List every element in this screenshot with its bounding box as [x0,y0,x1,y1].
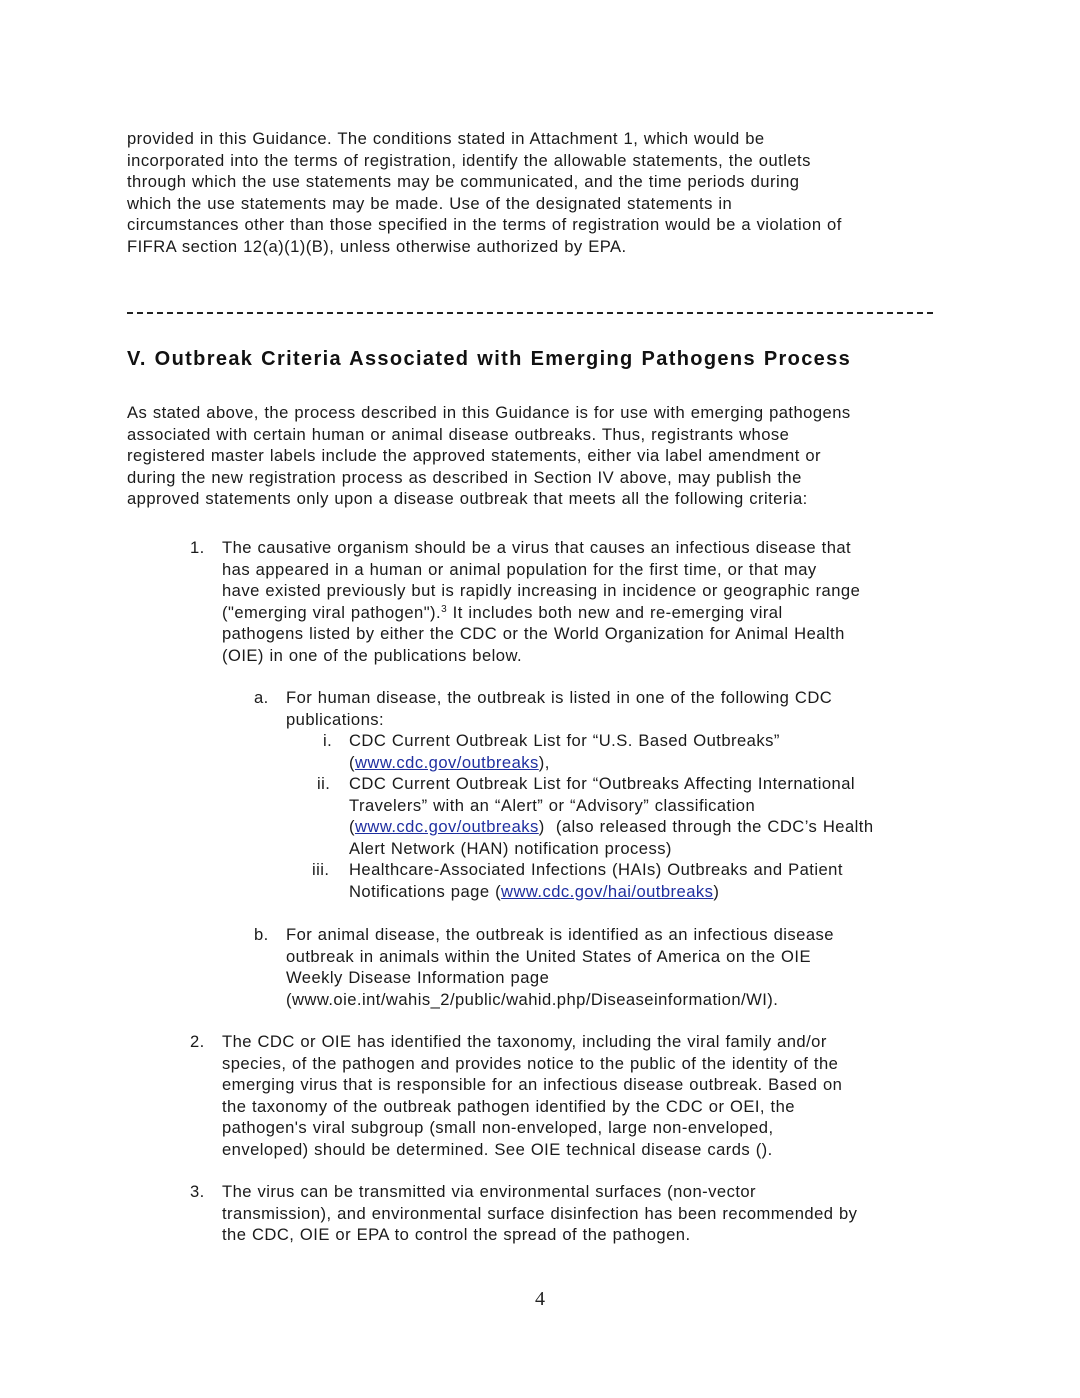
text-line: species, of the pathogen and provides notice to the public of the identity of the [222,1053,839,1073]
text-fragment: ( [349,817,355,836]
roman-numeral: iii. [312,860,330,879]
subcriterion-a [286,687,832,730]
publication-item-i [349,730,780,773]
text-line: enveloped) should be determined. See OIE technical disease cards (). [222,1139,773,1159]
text-line: emerging virus that is responsible for an infectious disease outbreak. Based on [222,1075,843,1094]
text-line: outbreak in animals within the United States of America on the OIE [286,946,811,966]
text-line: approved statements only upon a disease outbreak that meets all the following criteria: [127,489,808,508]
text-fragment: ( [349,752,355,772]
intro-paragraph [127,128,842,257]
text-line: pathogen's viral subgroup (small non-enveloped, large non-enveloped, [222,1118,774,1137]
text-line: FIFRA section 12(a)(1)(B), unless otherwise authorized by EPA. [127,236,627,256]
text-line: As stated above, the process described in this Guidance is for use with emerging pathogens [127,403,851,422]
text-line: which the use statements may be made. Use of the designated statements in [127,193,733,213]
cdc-outbreaks-link[interactable]: www.cdc.gov/outbreaks [354,752,539,772]
text-line: publications: [286,709,385,729]
text-line [222,602,860,624]
text-line: CDC Current Outbreak List for “U.S. Based Outbreaks” [349,731,780,750]
text-fragment: ("emerging viral pathogen"). [222,602,442,622]
text-fragment: ) [713,881,720,901]
footnote-marker[interactable]: 3 [441,603,448,615]
text-line: pathogens listed by either the CDC or the World Organization for Animal Health [222,624,845,643]
text-line [349,752,780,774]
list-number: 2. [190,1032,205,1051]
section-divider [127,312,933,314]
text-line: Weekly Disease Information page [286,968,550,987]
text-line [349,881,843,903]
text-line: For human disease, the outbreak is listed in one of the following CDC [286,688,833,707]
text-line: The causative organism should be a virus that causes an infectious disease that [222,538,852,557]
text-line: Healthcare-Associated Infections (HAIs) Outbreaks and Patient [349,860,843,879]
subcriterion-b [286,924,834,1010]
page-number: 4 [535,1288,545,1310]
text-line: The CDC or OIE has identified the taxonomy, including the viral family and/or [222,1032,827,1051]
sublist-letter: b. [254,925,269,944]
roman-numeral: ii. [317,774,331,793]
text-fragment: It includes both new and re-emerging viral [447,602,783,622]
text-line: registered master labels include the approved statements, either via label amendment or [127,446,822,465]
roman-numeral: i. [323,731,333,750]
text-line: has appeared in a human or animal population for the first time, or that may [222,559,817,579]
text-line: Travelers” with an “Alert” or “Advisory” classification [349,795,756,815]
criterion-text [222,1181,857,1246]
text-fragment: ), [538,752,550,772]
text-line: provided in this Guidance. The conditions stated in Attachment 1, which would be [127,129,765,148]
text-line: For animal disease, the outbreak is identified as an infectious disease [286,925,834,944]
text-line [349,816,874,838]
text-line: through which the use statements may be communicated, and the time periods during [127,172,800,191]
text-line: the CDC, OIE or EPA to control the spread of the pathogen. [222,1225,691,1244]
text-line: incorporated into the terms of registration, identify the allowable statements, the outlets [127,150,811,170]
text-line: during the new registration process as described in Section IV above, may publish the [127,467,802,487]
criterion-text [222,537,860,666]
list-number: 3. [190,1182,205,1201]
text-line: (www.oie.int/wahis_2/public/wahid.php/Diseaseinformation/WI). [286,989,779,1009]
text-fragment: ) (also released through the CDC’s Health [538,817,874,836]
text-line: (OIE) in one of the publications below. [222,645,523,665]
text-fragment: Notifications page ( [349,881,502,901]
text-line: transmission), and environmental surface disinfection has been recommended by [222,1203,858,1223]
section-heading: V. Outbreak Criteria Associated with Emerging Pathogens Process [127,348,852,370]
list-number: 1. [190,538,205,557]
text-line: Alert Network (HAN) notification process) [349,838,672,858]
text-line: CDC Current Outbreak List for “Outbreaks Affecting International [349,774,856,793]
text-line: have existed previously but is rapidly increasing in incidence or geographic range [222,581,861,600]
text-line: circumstances other than those specified in the terms of registration would be a violation of [127,215,842,234]
cdc-hai-outbreaks-link[interactable]: www.cdc.gov/hai/outbreaks [501,881,714,901]
publication-item-ii [349,773,874,859]
text-line: associated with certain human or animal disease outbreaks. Thus, registrants whose [127,424,790,444]
publication-item-iii [349,859,843,902]
text-line: The virus can be transmitted via environmental surfaces (non-vector [222,1182,757,1201]
sublist-letter: a. [254,688,269,707]
section-lead-paragraph [127,402,851,510]
criterion-text [222,1031,842,1160]
text-line: the taxonomy of the outbreak pathogen identified by the CDC or OEI, the [222,1096,795,1116]
cdc-outbreaks-link[interactable]: www.cdc.gov/outbreaks [354,817,539,836]
